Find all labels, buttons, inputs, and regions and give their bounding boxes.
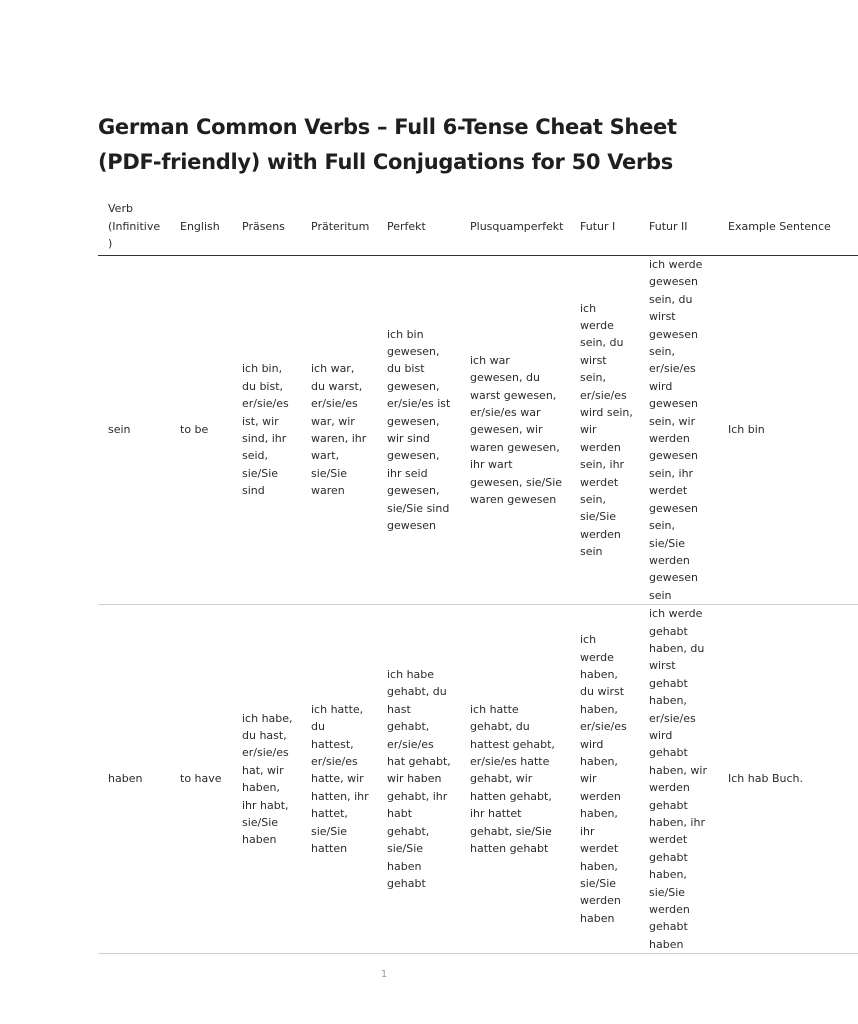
- cell-praesens: ich bin, du bist, er/sie/es ist, wir sind, ihr seid, sie/Sie sind: [242, 362, 289, 498]
- cell-futur-1: ich werde haben, du wirst haben, er/sie/es wird haben, wir werden haben, ihr werdet haben, sie/Sie werden haben: [580, 633, 627, 925]
- column-header-verb: Verb (Infinitive): [98, 198, 170, 256]
- column-header-futur-2: Futur II: [639, 198, 718, 256]
- column-header-praesens: Präsens: [232, 198, 301, 256]
- cell-praeteritum: ich hatte, du hattest, er/sie/es hatte, wir hatten, ihr hattet, sie/Sie hatten: [311, 702, 369, 856]
- column-header-plusquamperfekt: Plusquamperfekt: [460, 198, 570, 256]
- cell-example: Ich bin: [728, 423, 765, 437]
- cell-example: Ich hab Buch.: [728, 772, 803, 786]
- page-number: 1: [380, 969, 388, 980]
- cell-futur-1: ich werde sein, du wirst sein, er/sie/es wird sein, wir werden sein, ihr werdet sein, sie/Sie werden sein: [580, 301, 633, 559]
- cell-verb: haben: [108, 772, 143, 786]
- conjugation-table-container: [98, 198, 831, 954]
- cell-perfekt: ich habe gehabt, du hast gehabt, er/sie/es hat gehabt, wir haben gehabt, ihr habt gehabt, sie/Sie haben gehabt: [387, 668, 451, 890]
- column-header-praeteritum: Präteritum: [301, 198, 377, 256]
- cell-verb: sein: [108, 423, 131, 437]
- cell-english: to be: [180, 423, 209, 437]
- table-row: [98, 256, 858, 605]
- cell-futur-2: ich werde gehabt haben, du wirst gehabt haben, er/sie/es wird gehabt haben, wir werden gehabt haben, ihr werdet gehabt haben, sie/Sie werden gehabt haben: [649, 607, 708, 951]
- cell-plusquamperfekt: ich hatte gehabt, du hattest gehabt, er/sie/es hatte gehabt, wir hatten gehabt, ihr hattet gehabt, sie/Sie hatten gehabt: [470, 702, 555, 856]
- cell-futur-2: ich werde gewesen sein, du wirst gewesen sein, er/sie/es wird gewesen sein, wir werden gewesen sein, ihr werdet gewesen sein, sie/Sie werden gewesen sein: [649, 258, 703, 602]
- table-header-row: [98, 198, 858, 256]
- cell-praeteritum: ich war, du warst, er/sie/es war, wir waren, ihr wart, sie/Sie waren: [311, 362, 367, 498]
- cell-plusquamperfekt: ich war gewesen, du warst gewesen, er/sie/es war gewesen, wir waren gewesen, ihr wart gewesen, sie/Sie waren gewesen: [470, 353, 563, 506]
- column-header-futur-1: Futur I: [570, 198, 639, 256]
- column-header-english: English: [170, 198, 232, 256]
- cell-perfekt: ich bin gewesen, du bist gewesen, er/sie/es ist gewesen, wir sind gewesen, ihr seid gewesen, sie/Sie sind gewesen: [387, 327, 451, 533]
- column-header-example: Example Sentence: [718, 198, 858, 256]
- cell-english: to have: [180, 772, 222, 786]
- conjugation-table: [98, 198, 858, 954]
- column-header-perfekt: Perfekt: [377, 198, 460, 256]
- page-title: German Common Verbs – Full 6-Tense Cheat Sheet (PDF-friendly) with Full Conjugations for 50 Verbs: [98, 115, 677, 174]
- table-row: [98, 605, 858, 954]
- cell-praesens: ich habe, du hast, er/sie/es hat, wir haben, ihr habt, sie/Sie haben: [242, 711, 293, 847]
